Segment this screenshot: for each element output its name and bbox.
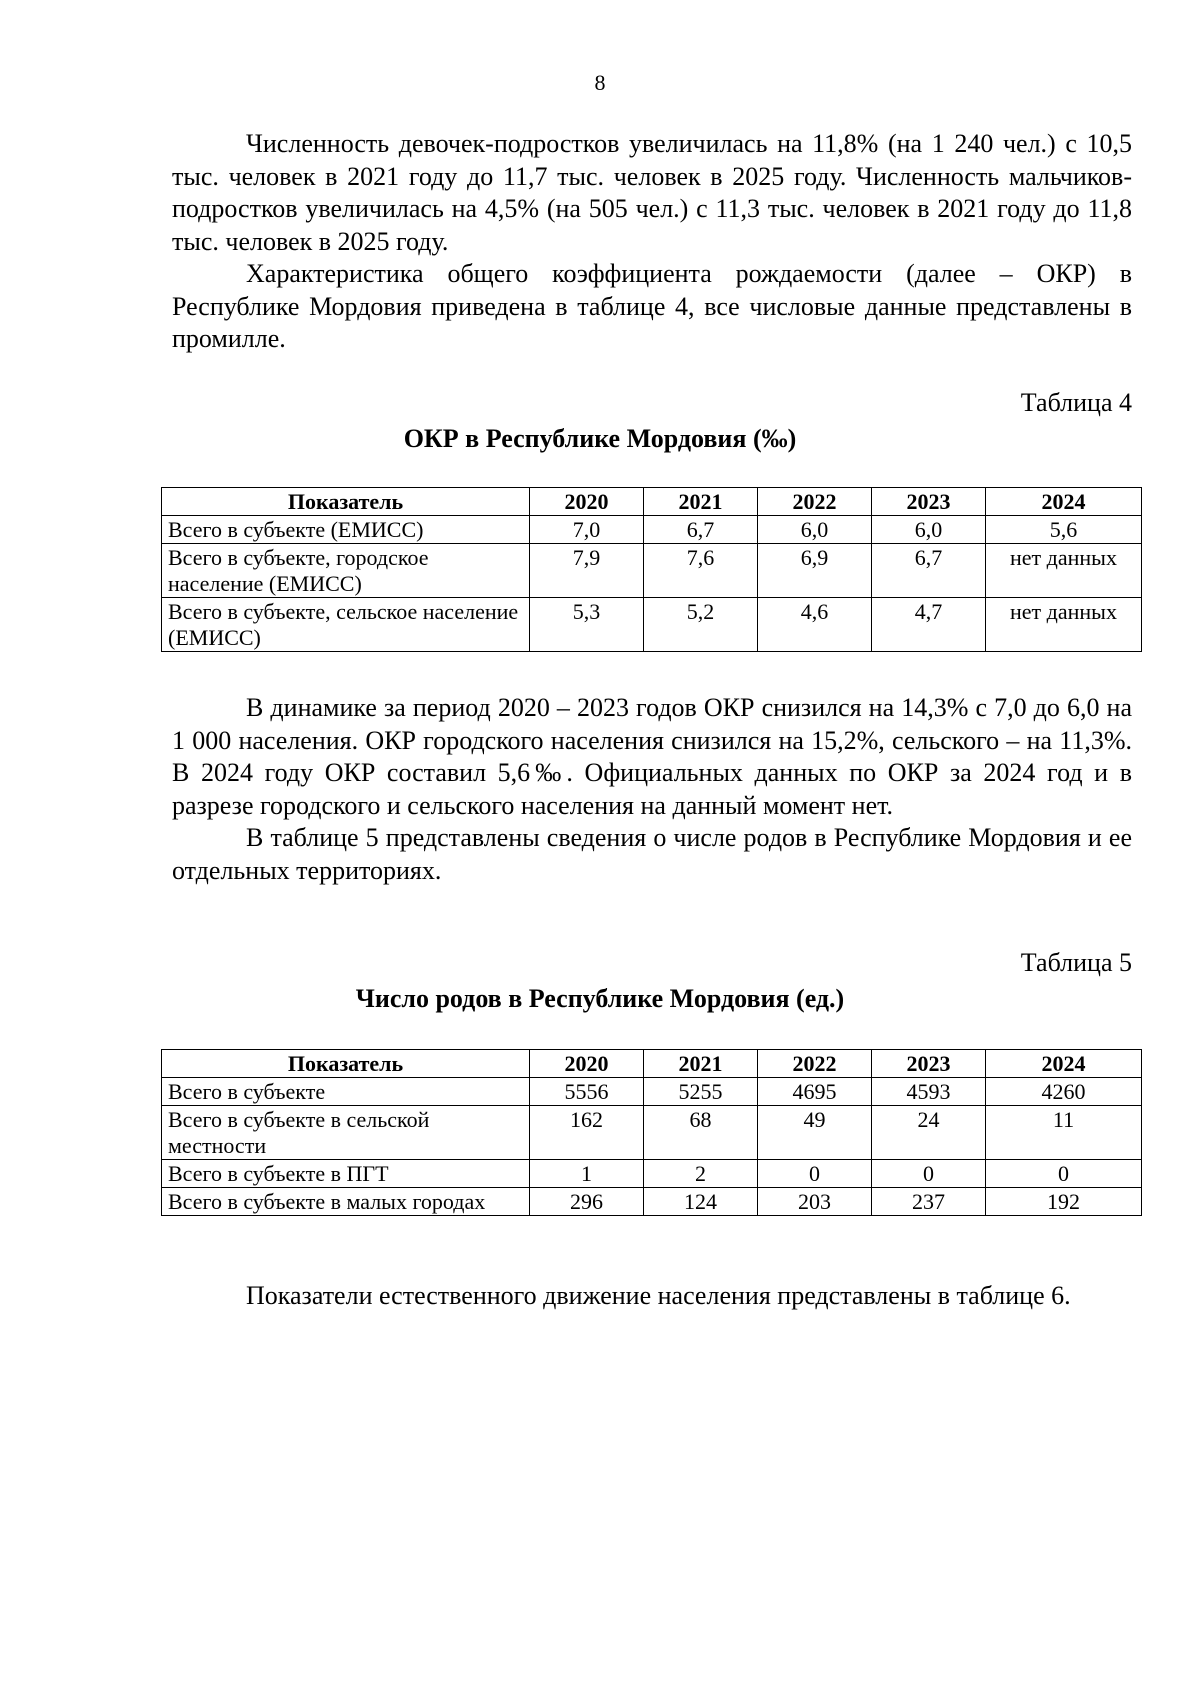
table-cell: 296 xyxy=(530,1188,644,1216)
column-header: 2020 xyxy=(530,488,644,516)
table-cell: 6,7 xyxy=(872,544,986,598)
table-cell: 0 xyxy=(872,1160,986,1188)
row-label: Всего в субъекте в сельской местности xyxy=(162,1106,530,1160)
intro-paragraphs xyxy=(172,128,1132,356)
row-label: Всего в субъекте в ПГТ xyxy=(162,1160,530,1188)
table-cell: 68 xyxy=(644,1106,758,1160)
paragraph: Показатели естественного движение населения представлены в таблице 6. xyxy=(246,1281,1071,1310)
analysis-paragraphs xyxy=(172,692,1132,887)
table-cell: 124 xyxy=(644,1188,758,1216)
table-cell: 0 xyxy=(758,1160,872,1188)
table-cell: 5,3 xyxy=(530,598,644,652)
table-5-title: Число родов в Республике Мордовия (ед.) xyxy=(355,984,845,1013)
table-row xyxy=(162,1106,1142,1160)
table-cell: 7,6 xyxy=(644,544,758,598)
table-cell: 4260 xyxy=(986,1078,1142,1106)
table-cell: 49 xyxy=(758,1106,872,1160)
row-label: Всего в субъекте, городское население (ЕМИСС) xyxy=(162,544,530,598)
page-number: 8 xyxy=(594,70,606,95)
table-5-label: Таблица 5 xyxy=(1020,948,1132,977)
column-header: 2021 xyxy=(644,1050,758,1078)
table-cell: 5,2 xyxy=(644,598,758,652)
table-4-label: Таблица 4 xyxy=(1020,388,1132,417)
table-cell: нет данных xyxy=(986,544,1142,598)
table-cell: 4695 xyxy=(758,1078,872,1106)
birth-rate-table xyxy=(161,487,1142,652)
row-label: Всего в субъекте, сельское население (ЕМИСС) xyxy=(162,598,530,652)
table-cell: 7,0 xyxy=(530,516,644,544)
table-row xyxy=(162,1188,1142,1216)
table-cell: 6,0 xyxy=(872,516,986,544)
row-label: Всего в субъекте xyxy=(162,1078,530,1106)
column-header: 2024 xyxy=(986,488,1142,516)
paragraph: В динамике за период 2020 – 2023 годов ОКР снизился на 14,3% с 7,0 до 6,0 на 1 000 населения. ОКР городского населения снизился на 15,2%, сельского – на 11,3%. В 2024 году ОКР составил 5,6‰. Официальных данных по ОКР за 2024 год и в разрезе городского и сельского населения на данный момент нет. xyxy=(172,693,1132,820)
table-row xyxy=(162,1078,1142,1106)
table-cell: 6,9 xyxy=(758,544,872,598)
table-cell: 0 xyxy=(986,1160,1142,1188)
paragraph: В таблице 5 представлены сведения о числе родов в Республике Мордовия и ее отдельных территориях. xyxy=(172,823,1132,885)
table-cell: 4593 xyxy=(872,1078,986,1106)
table-row xyxy=(162,1160,1142,1188)
table-cell: 237 xyxy=(872,1188,986,1216)
column-header: 2022 xyxy=(758,1050,872,1078)
table-cell: 7,9 xyxy=(530,544,644,598)
column-header: 2023 xyxy=(872,488,986,516)
table-cell: 5556 xyxy=(530,1078,644,1106)
table-cell: 11 xyxy=(986,1106,1142,1160)
paragraph: Характеристика общего коэффициента рождаемости (далее – ОКР) в Республике Мордовия приведена в таблице 4, все числовые данные представлены в промилле. xyxy=(172,259,1132,353)
row-label: Всего в субъекте (ЕМИСС) xyxy=(162,516,530,544)
column-header: 2022 xyxy=(758,488,872,516)
table-cell: 6,7 xyxy=(644,516,758,544)
table-cell: 1 xyxy=(530,1160,644,1188)
row-label: Всего в субъекте в малых городах xyxy=(162,1188,530,1216)
column-header: 2020 xyxy=(530,1050,644,1078)
table-cell: 203 xyxy=(758,1188,872,1216)
paragraph: Численность девочек-подростков увеличилась на 11,8% (на 1 240 чел.) с 10,5 тыс. человек в 2021 году до 11,7 тыс. человек в 2025 году. Численность мальчиков-подростков увеличилась на 4,5% (на 505 чел.) с 11,3 тыс. человек в 2021 году до 11,8 тыс. человек в 2025 году. xyxy=(172,129,1132,256)
table-4-title: ОКР в Республике Мордовия (‰) xyxy=(403,424,797,453)
column-header: 2021 xyxy=(644,488,758,516)
column-header: Показатель xyxy=(162,1050,530,1078)
table-cell: 5,6 xyxy=(986,516,1142,544)
column-header: 2024 xyxy=(986,1050,1142,1078)
table-row xyxy=(162,516,1142,544)
column-header: Показатель xyxy=(162,488,530,516)
table-cell: 24 xyxy=(872,1106,986,1160)
table-cell: 162 xyxy=(530,1106,644,1160)
table-cell: 4,7 xyxy=(872,598,986,652)
table-header-row xyxy=(162,488,1142,516)
table-cell: нет данных xyxy=(986,598,1142,652)
table-cell: 4,6 xyxy=(758,598,872,652)
births-count-table xyxy=(161,1049,1142,1216)
table-row xyxy=(162,598,1142,652)
table-cell: 6,0 xyxy=(758,516,872,544)
table-cell: 5255 xyxy=(644,1078,758,1106)
table-row xyxy=(162,544,1142,598)
table-cell: 2 xyxy=(644,1160,758,1188)
column-header: 2023 xyxy=(872,1050,986,1078)
closing-paragraph xyxy=(172,1280,1132,1313)
table-header-row xyxy=(162,1050,1142,1078)
table-cell: 192 xyxy=(986,1188,1142,1216)
